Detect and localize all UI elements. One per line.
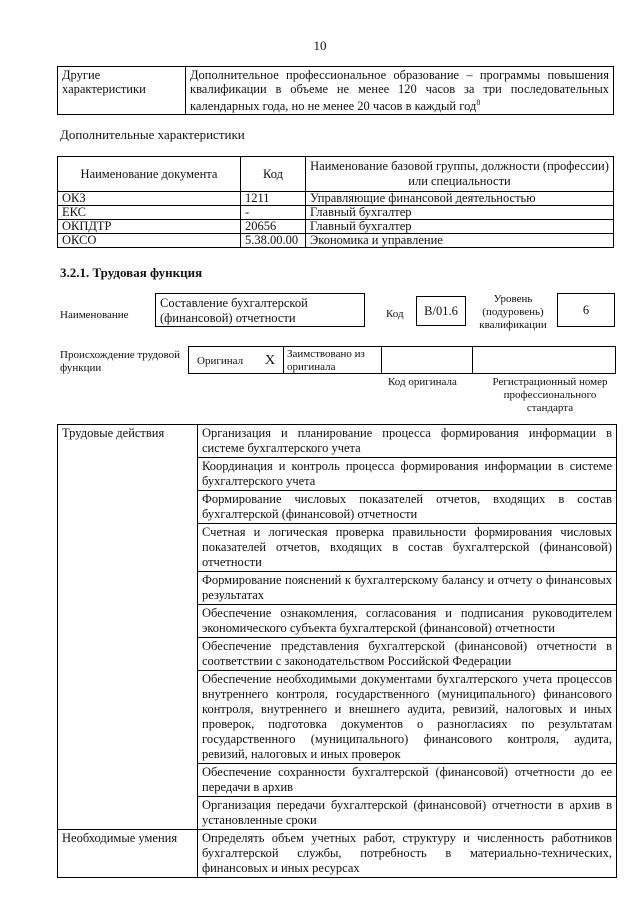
list-item: Организация и планирование процесса формирования информации в системе бухгалтерского учета xyxy=(198,425,617,458)
header-code: Код xyxy=(241,157,306,192)
list-item: Обеспечение необходимыми документами бухгалтерского учета процессов внутреннего контроля, государственного (муниципального) финансового контроля, внутреннего и внешнего аудита, ревизий, налоговых и иных проверок, подготовка документов о разногласиях по результатам государственного (муниципального) финансового контроля, аудита, ревизий, налоговых и иных проверок xyxy=(198,671,617,764)
function-code-value: В/01.6 xyxy=(416,296,466,326)
row-name: Управляющие финансовой деятельностью xyxy=(306,192,614,206)
list-item: Определять объем учетных работ, структуру и численность работников бухгалтерской службы, потребность в материально-технических, финансовых и иных ресурсах xyxy=(198,830,617,878)
code-label: Код xyxy=(386,308,404,320)
row-doc: ОКСО xyxy=(58,234,241,248)
labor-functions-table xyxy=(57,424,617,878)
borrowed-label: Заимствовано из оригинала xyxy=(287,348,365,373)
table-row xyxy=(58,425,617,458)
list-item: Формирование числовых показателей отчетов, входящих в состав бухгалтерской (финансовой) отчетности xyxy=(198,491,617,524)
list-item: Счетная и логическая проверка правильности формирования числовых показателей отчетов, входящих в состав бухгалтерской (финансовой) отчетности xyxy=(198,524,617,572)
row-name: Главный бухгалтер xyxy=(306,206,614,220)
list-item: Организация передачи бухгалтерской (финансовой) отчетности в архив в установленные сроки xyxy=(198,797,617,830)
origin-box xyxy=(188,346,616,374)
row-name: Главный бухгалтер xyxy=(306,220,614,234)
other-characteristics-table xyxy=(57,66,614,115)
additional-title: Дополнительные характеристики xyxy=(60,127,245,142)
row-code: 5.38.00.00 xyxy=(241,234,306,248)
original-mark: X xyxy=(265,353,276,368)
list-item: Обеспечение ознакомления, согласования и подписания руководителем экономического субъекта бухгалтерской (финансовой) отчетности xyxy=(198,605,617,638)
code-original-caption: Код оригинала xyxy=(388,376,457,388)
original-label: Оригинал xyxy=(197,355,244,367)
required-skills-label: Необходимые умения xyxy=(58,830,198,878)
list-item: Обеспечение представления бухгалтерской (финансовой) отчетности в соответствии с законодательством Российской Федерации xyxy=(198,638,617,671)
table-row xyxy=(58,830,617,878)
divider xyxy=(381,347,382,373)
name-label: Наименование xyxy=(60,309,129,321)
reg-number-caption: Регистрационный номер профессионального стандарта xyxy=(492,376,608,414)
divider xyxy=(472,347,473,373)
labor-actions-label: Трудовые действия xyxy=(58,425,198,830)
table-row xyxy=(58,220,614,234)
other-characteristics-text: Дополнительное профессиональное образование – программы повышения квалификации в объеме не менее 120 часов за три последовательных календарных года, но не менее 20 часов в каждый год$^8$ xyxy=(186,67,614,115)
row-doc: ОКПДТР xyxy=(58,220,241,234)
list-item: Обеспечение сохранности бухгалтерской (финансовой) отчетности до ее передачи в архив xyxy=(198,764,617,797)
table-row xyxy=(58,206,614,220)
section-title: 3.2.1. Трудовая функция xyxy=(60,265,203,280)
row-name: Экономика и управление xyxy=(306,234,614,248)
table-row xyxy=(58,192,614,206)
row-code: - xyxy=(241,206,306,220)
other-characteristics-label: Другие характеристики xyxy=(58,67,186,115)
list-item: Координация и контроль процесса формирования информации в системе бухгалтерского учета xyxy=(198,458,617,491)
divider xyxy=(283,347,284,373)
level-value: 6 xyxy=(557,293,615,327)
header-doc-name: Наименование документа xyxy=(58,157,241,192)
function-name-value: Составление бухгалтерской (финансовой) отчетности xyxy=(155,293,365,327)
row-code: 20656 xyxy=(241,220,306,234)
page-number: 10 xyxy=(313,38,327,53)
row-doc: ЕКС xyxy=(58,206,241,220)
origin-label: Происхождение трудовой функции xyxy=(60,349,181,374)
additional-table xyxy=(57,156,614,248)
level-label: Уровень (подуровень) квалификации xyxy=(479,293,547,331)
list-item: Формирование пояснений к бухгалтерскому балансу и отчету о финансовых результатах xyxy=(198,572,617,605)
row-code: 1211 xyxy=(241,192,306,206)
header-group-name: Наименование базовой группы, должности (профессии) или специальности xyxy=(306,157,614,192)
row-doc: ОКЗ xyxy=(58,192,241,206)
footnote-mark: 8 xyxy=(476,98,481,107)
table-row xyxy=(58,234,614,248)
